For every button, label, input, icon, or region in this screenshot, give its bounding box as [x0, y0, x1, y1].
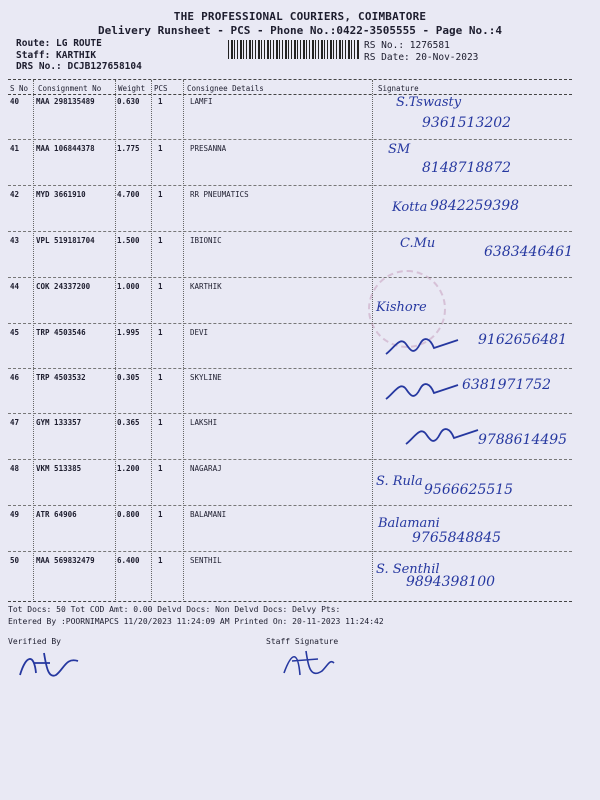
- row-pcs: 1: [158, 282, 163, 291]
- row-weight: 1.200: [117, 464, 140, 473]
- row-consignee-name: PRESANNA: [190, 144, 227, 153]
- route-label: Route: LG ROUTE: [16, 38, 102, 49]
- handwritten-phone-number: 6383446461: [484, 244, 574, 260]
- row-separator: [8, 323, 572, 324]
- row-pcs: 1: [158, 464, 163, 473]
- col-consignee: Consignee Details: [187, 84, 264, 93]
- row-pcs: 1: [158, 190, 163, 199]
- table-row: [0, 556, 600, 602]
- row-separator: [8, 185, 572, 186]
- handwritten-phone-number: 9894398100: [406, 574, 496, 590]
- signature-scribble: [404, 420, 484, 450]
- row-pcs: 1: [158, 144, 163, 153]
- table-row: [0, 418, 600, 464]
- row-weight: 1.500: [117, 236, 140, 245]
- row-separator: [8, 277, 572, 278]
- row-weight: 1.775: [117, 144, 140, 153]
- row-consignment-no: TRP 4503532: [36, 373, 86, 382]
- signature-scribble: [384, 330, 464, 360]
- table-row: [0, 282, 600, 328]
- company-title: THE PROFESSIONAL COURIERS, COIMBATORE: [173, 10, 427, 23]
- row-separator: [8, 413, 572, 414]
- row-sno: 41: [10, 144, 20, 153]
- row-sno: 45: [10, 328, 20, 337]
- row-weight: 0.365: [117, 418, 140, 427]
- staff-signature-scribble: [278, 645, 338, 683]
- row-pcs: 1: [158, 418, 163, 427]
- row-sno: 46: [10, 373, 20, 382]
- handwritten-phone-number: 9788614495: [478, 432, 568, 448]
- row-consignee-name: SKYLINE: [190, 373, 222, 382]
- entered-by-line: Entered By :POORNIMAPCS 11/20/2023 11:24:09 AM Printed On: 20-11-2023 11:24:42: [8, 617, 384, 626]
- handwritten-signature: S. Senthil: [376, 562, 440, 577]
- table-row: [0, 190, 600, 236]
- row-consignment-no: GYM 133357: [36, 418, 82, 427]
- row-consignment-no: VPL 519181704: [36, 236, 95, 245]
- row-sno: 43: [10, 236, 20, 245]
- row-weight: 4.700: [117, 190, 140, 199]
- verified-by-label: Verified By: [8, 637, 61, 646]
- row-consignee-name: LAKSHI: [190, 418, 218, 427]
- row-separator: [8, 459, 572, 460]
- row-pcs: 1: [158, 556, 163, 565]
- handwritten-phone-number: 9765848845: [412, 530, 502, 546]
- row-weight: 0.800: [117, 510, 140, 519]
- handwritten-signature: S. Rula: [376, 474, 423, 489]
- table-row: [0, 510, 600, 556]
- row-sno: 48: [10, 464, 20, 473]
- rs-number: RS No.: 1276581: [364, 40, 450, 51]
- table-row: [0, 97, 600, 143]
- handwritten-phone-number: 8148718872: [422, 160, 512, 176]
- table-row: [0, 236, 600, 282]
- row-pcs: 1: [158, 328, 163, 337]
- row-consignment-no: MAA 569832479: [36, 556, 95, 565]
- handwritten-signature: S.Tswasty: [396, 95, 462, 110]
- row-consignee-name: IBIONIC: [190, 236, 222, 245]
- barcode-image: [228, 40, 360, 59]
- col-sno: S No: [10, 84, 29, 93]
- row-weight: 0.630: [117, 97, 140, 106]
- row-sno: 50: [10, 556, 20, 565]
- signature-scribble: [384, 375, 464, 405]
- row-pcs: 1: [158, 373, 163, 382]
- row-consignment-no: MYD 3661910: [36, 190, 86, 199]
- drs-number: DRS No.: DCJB127658104: [16, 61, 142, 72]
- row-separator: [8, 368, 572, 369]
- row-consignment-no: COK 24337200: [36, 282, 91, 291]
- row-consignee-name: LAMFI: [190, 97, 213, 106]
- row-separator: [8, 139, 572, 140]
- table-header-rule: [8, 94, 572, 95]
- row-consignee-name: KARTHIK: [190, 282, 222, 291]
- row-sno: 42: [10, 190, 20, 199]
- handwritten-phone-number: 9162656481: [478, 332, 568, 348]
- totals-line: Tot Docs: 50 Tot COD Amt: 0.00 Delvd Docs: Non Delvd Docs: Delvy Pts:: [8, 605, 341, 614]
- table-row: [0, 144, 600, 190]
- row-sno: 47: [10, 418, 20, 427]
- table-row: [0, 464, 600, 510]
- staff-label: Staff: KARTHIK: [16, 49, 97, 61]
- header-right-block: [364, 40, 478, 63]
- handwritten-signature: Balamani: [378, 516, 440, 531]
- row-consignment-no: TRP 4503546: [36, 328, 86, 337]
- handwritten-signature: C.Mu: [400, 236, 436, 251]
- runsheet-subtitle: Delivery Runsheet - PCS - Phone No.:0422-3505555 - Page No.:4: [98, 24, 502, 37]
- row-consignee-name: BALAMANI: [190, 510, 227, 519]
- handwritten-signature: Kotta: [392, 200, 428, 215]
- row-separator: [8, 231, 572, 232]
- handwritten-phone-number: 9566625515: [424, 482, 514, 498]
- row-sno: 49: [10, 510, 20, 519]
- table-top-rule: [8, 79, 572, 80]
- col-weight: Weight: [118, 84, 146, 93]
- row-weight: 6.400: [117, 556, 140, 565]
- row-consignment-no: ATR 64906: [36, 510, 77, 519]
- row-separator: [8, 551, 572, 552]
- table-bottom-rule: [8, 601, 572, 602]
- rs-date: RS Date: 20-Nov-2023: [364, 51, 479, 63]
- row-separator: [8, 505, 572, 506]
- handwritten-signature: SM: [388, 142, 411, 157]
- row-consignee-name: SENTHIL: [190, 556, 222, 565]
- staff-signature-label: Staff Signature: [266, 637, 339, 646]
- row-consignee-name: NAGARAJ: [190, 464, 222, 473]
- row-pcs: 1: [158, 510, 163, 519]
- row-weight: 1.000: [117, 282, 140, 291]
- row-weight: 0.305: [117, 373, 140, 382]
- col-pcs: PCS: [154, 84, 168, 93]
- row-consignment-no: VKM 513385: [36, 464, 82, 473]
- row-consignee-name: RR PNEUMATICS: [190, 190, 249, 199]
- row-consignee-name: DEVI: [190, 328, 209, 337]
- row-sno: 44: [10, 282, 20, 291]
- handwritten-phone-number: 9361513202: [422, 115, 512, 131]
- col-signature: Signature: [378, 84, 419, 93]
- handwritten-signature: Kishore: [376, 300, 427, 315]
- row-pcs: 1: [158, 236, 163, 245]
- row-consignment-no: MAA 298135489: [36, 97, 95, 106]
- handwritten-phone-number: 6381971752: [462, 377, 552, 393]
- header-left-block: [16, 38, 142, 73]
- row-consignment-no: MAA 106844378: [36, 144, 95, 153]
- col-consignment: Consignment No: [38, 84, 102, 93]
- row-sno: 40: [10, 97, 20, 106]
- row-pcs: 1: [158, 97, 163, 106]
- row-weight: 1.995: [117, 328, 140, 337]
- verifier-signature-scribble: [16, 645, 86, 685]
- handwritten-phone-number: 9842259398: [430, 198, 520, 214]
